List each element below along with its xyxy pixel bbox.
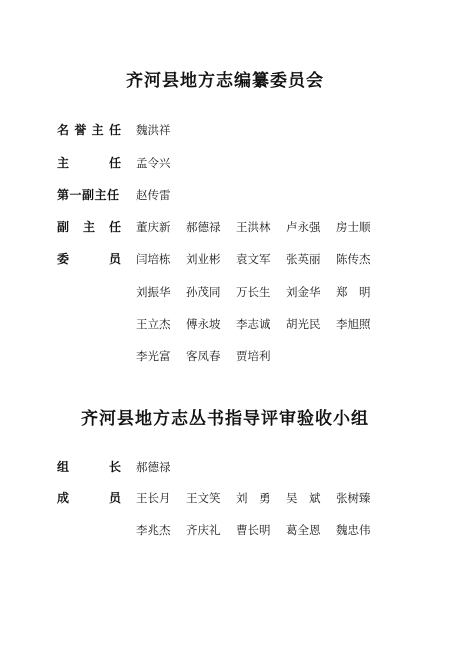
members-row-4: [0, 346, 450, 366]
deputy-directors-names: [136, 217, 386, 237]
person-name: 吴 斌: [286, 491, 321, 505]
committee-title: 齐河县地方志编纂委员会: [126, 71, 324, 91]
person-name: 王立杰: [136, 317, 171, 331]
person-name: 房士顺: [336, 220, 371, 234]
review-group-title: 齐河县地方志丛书指导评审验收小组: [81, 409, 369, 429]
person-name: 李光富: [136, 349, 171, 363]
person-name: 郑 明: [336, 285, 371, 299]
role-char: 主: [57, 156, 70, 170]
person-name: 赵传雷: [136, 188, 171, 202]
members-names-3: [136, 314, 386, 334]
group-members-names-1: [136, 488, 386, 508]
first-deputy-director-label: 第一副主任: [57, 188, 120, 202]
role-char: 副: [57, 220, 70, 234]
members-names-4: [136, 346, 286, 366]
role-char: 员: [108, 252, 121, 266]
members-label: [57, 249, 121, 269]
person-name: 李志诚: [236, 317, 271, 331]
role-char: 员: [108, 491, 121, 505]
person-name: 刘 勇: [236, 491, 271, 505]
person-name: 郝德禄: [186, 220, 221, 234]
director-label: [57, 153, 121, 173]
members-row-3: [0, 314, 450, 334]
person-name: 董庆新: [136, 220, 171, 234]
person-name: 刘振华: [136, 285, 171, 299]
group-members-row-2: [0, 520, 450, 540]
person-name: 卢永强: [286, 220, 321, 234]
person-name: 葛全恩: [286, 523, 321, 537]
person-name: 刘业彬: [186, 252, 221, 266]
person-name: 王洪林: [236, 220, 271, 234]
role-char: 任: [108, 123, 121, 137]
group-leader-row: [0, 457, 450, 477]
person-name: 贾培利: [236, 349, 271, 363]
person-name: 齐庆礼: [186, 523, 221, 537]
person-name: 曹长明: [236, 523, 271, 537]
role-char: 任: [108, 156, 121, 170]
group-members-label: [57, 488, 121, 508]
person-name: 王文笑: [186, 491, 221, 505]
person-name: 刘金华: [286, 285, 321, 299]
person-name: 陈传杰: [336, 252, 371, 266]
members-row-1: [0, 249, 450, 269]
role-char: 主: [82, 220, 95, 234]
honorary-director-names: [136, 120, 186, 140]
person-name: 万长生: [236, 285, 271, 299]
person-name: 魏洪祥: [136, 123, 171, 137]
person-name: 张树臻: [336, 491, 371, 505]
person-name: 闫培栋: [136, 252, 171, 266]
person-name: 客凤春: [186, 349, 221, 363]
person-name: 李兆杰: [136, 523, 171, 537]
person-name: 傅永坡: [186, 317, 221, 331]
role-char: 任: [108, 220, 121, 234]
group-members-names-2: [136, 520, 386, 540]
person-name: 郝德禄: [136, 460, 171, 474]
director-names: [136, 153, 186, 173]
members-names-2: [136, 282, 386, 302]
deputy-directors-row: [0, 217, 450, 237]
group-members-row-1: [0, 488, 450, 508]
person-name: 孙茂同: [186, 285, 221, 299]
role-char: 名: [57, 123, 70, 137]
role-char: 成: [57, 491, 70, 505]
person-name: 孟令兴: [136, 156, 171, 170]
person-name: 魏忠伟: [336, 523, 371, 537]
honorary-director-row: [0, 120, 450, 140]
person-name: 李旭照: [336, 317, 371, 331]
members-names-1: [136, 249, 386, 269]
deputy-directors-label: [57, 217, 121, 237]
person-name: 胡光民: [286, 317, 321, 331]
person-name: 张英丽: [286, 252, 321, 266]
members-row-2: [0, 282, 450, 302]
group-leader-label: [57, 457, 121, 477]
honorary-director-label: [57, 120, 121, 140]
director-row: [0, 153, 450, 173]
person-name: 王长月: [136, 491, 171, 505]
group-leader-names: [136, 457, 186, 477]
role-char: 誉: [74, 123, 87, 137]
role-char: 主: [91, 123, 104, 137]
role-char: 组: [57, 460, 70, 474]
first-deputy-director-row: [0, 185, 450, 205]
first-deputy-director-names: [136, 185, 186, 205]
role-char: 长: [108, 460, 121, 474]
person-name: 袁文军: [236, 252, 271, 266]
role-char: 委: [57, 252, 70, 266]
